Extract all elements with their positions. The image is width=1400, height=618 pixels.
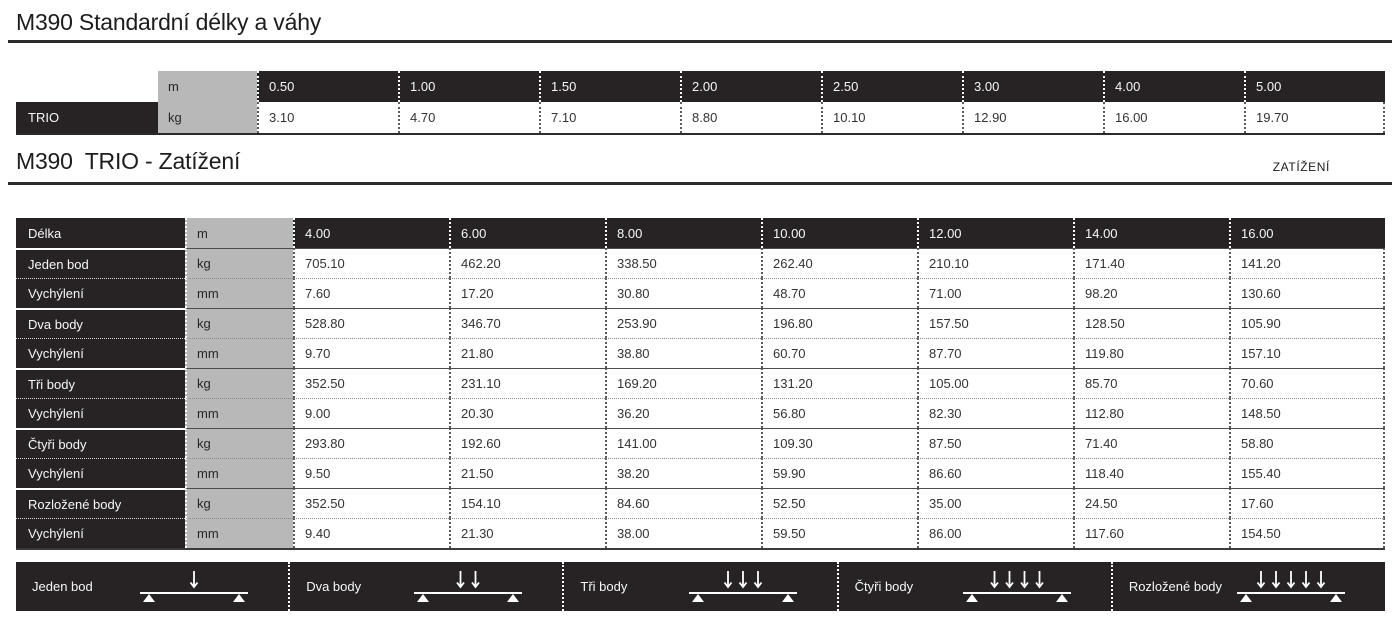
value-cell: 148.50 <box>1229 398 1385 428</box>
value-cell: 16.00 <box>1103 102 1244 133</box>
load-diagram-icon <box>134 567 254 607</box>
value-cell: 7.10 <box>539 102 680 133</box>
page-title-load: M390 TRIO - Zatížení <box>16 148 241 174</box>
value-cell: 9.50 <box>293 458 449 488</box>
load-diagram-icon <box>683 567 803 607</box>
unit-cell: mm <box>185 518 293 548</box>
table-row <box>16 518 1385 550</box>
table-row <box>16 308 1385 338</box>
value-cell: 154.10 <box>449 488 605 518</box>
legend-item <box>16 562 288 611</box>
value-cell: 253.90 <box>605 308 761 338</box>
unit-cell: kg <box>185 488 293 518</box>
value-cell: 7.60 <box>293 278 449 308</box>
value-cell: 293.80 <box>293 428 449 458</box>
value-cell: 9.40 <box>293 518 449 548</box>
value-cell: 21.50 <box>449 458 605 488</box>
section-corner-label: ZATÍŽENÍ <box>1272 160 1330 174</box>
page-title-lengths: M390 Standardní délky a váhy <box>16 9 322 35</box>
unit-header-cell: m <box>158 71 257 102</box>
legend-item <box>1111 562 1385 611</box>
legend-item-label: Jeden bod <box>32 579 93 594</box>
value-cell: 38.20 <box>605 458 761 488</box>
legend-bar <box>16 562 1385 611</box>
table-row <box>16 458 1385 488</box>
value-cell: 59.90 <box>761 458 917 488</box>
value-cell: 17.60 <box>1229 488 1385 518</box>
value-cell: 86.60 <box>917 458 1073 488</box>
divider <box>8 182 1392 185</box>
spacer-cell <box>16 71 158 102</box>
legend-item-label: Čtyři body <box>854 579 914 594</box>
legend-item-label: Tři body <box>580 579 628 594</box>
column-header-cell: 2.50 <box>821 71 962 102</box>
load-table <box>16 218 1385 550</box>
column-header-cell: 4.00 <box>1103 71 1244 102</box>
weights-table <box>16 71 1385 135</box>
load-diagram-icon <box>957 567 1077 607</box>
value-cell: 131.20 <box>761 368 917 398</box>
value-cell: 58.80 <box>1229 428 1385 458</box>
value-cell: 85.70 <box>1073 368 1229 398</box>
table-row <box>16 368 1385 398</box>
value-cell: 21.30 <box>449 518 605 548</box>
value-cell: 352.50 <box>293 368 449 398</box>
value-cell: 87.50 <box>917 428 1073 458</box>
unit-cell: mm <box>185 278 293 308</box>
divider <box>8 40 1392 43</box>
value-cell: 10.10 <box>821 102 962 133</box>
value-cell: 338.50 <box>605 248 761 278</box>
row-label-cell: Vychýlení <box>16 458 185 488</box>
value-cell: 19.70 <box>1244 102 1385 133</box>
table-row <box>16 398 1385 428</box>
row-label-cell: Rozložené body <box>16 488 185 518</box>
value-cell: 98.20 <box>1073 278 1229 308</box>
value-cell: 352.50 <box>293 488 449 518</box>
row-label-cell: Dva body <box>16 308 185 338</box>
value-cell: 346.70 <box>449 308 605 338</box>
value-cell: 71.40 <box>1073 428 1229 458</box>
row-label-cell: Čtyři body <box>16 428 185 458</box>
table-header-row <box>16 218 1385 248</box>
value-cell: 141.20 <box>1229 248 1385 278</box>
value-cell: 705.10 <box>293 248 449 278</box>
value-cell: 196.80 <box>761 308 917 338</box>
value-cell: 36.20 <box>605 398 761 428</box>
value-cell: 231.10 <box>449 368 605 398</box>
unit-cell: mm <box>185 458 293 488</box>
table-row <box>16 102 1385 133</box>
unit-cell: kg <box>185 308 293 338</box>
column-header-cell: 6.00 <box>449 218 605 248</box>
value-cell: 48.70 <box>761 278 917 308</box>
unit-cell: kg <box>185 368 293 398</box>
value-cell: 117.60 <box>1073 518 1229 548</box>
value-cell: 8.80 <box>680 102 821 133</box>
unit-cell: kg <box>185 248 293 278</box>
value-cell: 60.70 <box>761 338 917 368</box>
value-cell: 169.20 <box>605 368 761 398</box>
value-cell: 38.80 <box>605 338 761 368</box>
value-cell: 171.40 <box>1073 248 1229 278</box>
legend-item-label: Dva body <box>306 579 362 594</box>
column-header-cell: 2.00 <box>680 71 821 102</box>
value-cell: 155.40 <box>1229 458 1385 488</box>
value-cell: 71.00 <box>917 278 1073 308</box>
row-label-cell: Vychýlení <box>16 398 185 428</box>
value-cell: 119.80 <box>1073 338 1229 368</box>
table-row <box>16 71 1385 102</box>
legend-item <box>562 562 836 611</box>
table-row <box>16 488 1385 518</box>
value-cell: 157.50 <box>917 308 1073 338</box>
value-cell: 12.90 <box>962 102 1103 133</box>
value-cell: 70.60 <box>1229 368 1385 398</box>
value-cell: 38.00 <box>605 518 761 548</box>
column-header-cell: 0.50 <box>257 71 398 102</box>
unit-header-cell: m <box>185 218 293 248</box>
value-cell: 59.50 <box>761 518 917 548</box>
row-label-cell: Vychýlení <box>16 518 185 548</box>
value-cell: 210.10 <box>917 248 1073 278</box>
legend-item-label: Rozložené body <box>1128 579 1223 594</box>
row-label-cell: TRIO <box>16 102 158 133</box>
column-header-cell: 8.00 <box>605 218 761 248</box>
value-cell: 86.00 <box>917 518 1073 548</box>
legend-item <box>288 562 562 611</box>
value-cell: 84.60 <box>605 488 761 518</box>
unit-cell: kg <box>158 102 257 133</box>
row-label-cell: Jeden bod <box>16 248 185 278</box>
value-cell: 52.50 <box>761 488 917 518</box>
value-cell: 105.90 <box>1229 308 1385 338</box>
column-header-cell: 4.00 <box>293 218 449 248</box>
column-header-cell: 14.00 <box>1073 218 1229 248</box>
value-cell: 130.60 <box>1229 278 1385 308</box>
legend-item <box>837 562 1111 611</box>
value-cell: 128.50 <box>1073 308 1229 338</box>
column-header-cell: 1.00 <box>398 71 539 102</box>
table-row <box>16 248 1385 278</box>
column-header-label: Délka <box>16 218 185 248</box>
value-cell: 192.60 <box>449 428 605 458</box>
row-label-cell: Vychýlení <box>16 278 185 308</box>
value-cell: 24.50 <box>1073 488 1229 518</box>
table-row <box>16 428 1385 458</box>
row-label-cell: Vychýlení <box>16 338 185 368</box>
table-row <box>16 338 1385 368</box>
unit-cell: mm <box>185 338 293 368</box>
value-cell: 9.00 <box>293 398 449 428</box>
value-cell: 3.10 <box>257 102 398 133</box>
value-cell: 112.80 <box>1073 398 1229 428</box>
value-cell: 109.30 <box>761 428 917 458</box>
value-cell: 118.40 <box>1073 458 1229 488</box>
value-cell: 262.40 <box>761 248 917 278</box>
value-cell: 21.80 <box>449 338 605 368</box>
column-header-cell: 16.00 <box>1229 218 1385 248</box>
value-cell: 105.00 <box>917 368 1073 398</box>
unit-cell: kg <box>185 428 293 458</box>
value-cell: 56.80 <box>761 398 917 428</box>
value-cell: 30.80 <box>605 278 761 308</box>
column-header-cell: 12.00 <box>917 218 1073 248</box>
table-row <box>16 278 1385 308</box>
row-label-cell: Tři body <box>16 368 185 398</box>
value-cell: 20.30 <box>449 398 605 428</box>
column-header-cell: 10.00 <box>761 218 917 248</box>
value-cell: 82.30 <box>917 398 1073 428</box>
load-diagram-icon <box>1231 567 1351 607</box>
value-cell: 4.70 <box>398 102 539 133</box>
value-cell: 35.00 <box>917 488 1073 518</box>
column-header-cell: 1.50 <box>539 71 680 102</box>
value-cell: 157.10 <box>1229 338 1385 368</box>
value-cell: 17.20 <box>449 278 605 308</box>
load-diagram-icon <box>408 567 528 607</box>
value-cell: 141.00 <box>605 428 761 458</box>
unit-cell: mm <box>185 398 293 428</box>
value-cell: 87.70 <box>917 338 1073 368</box>
value-cell: 528.80 <box>293 308 449 338</box>
value-cell: 462.20 <box>449 248 605 278</box>
value-cell: 9.70 <box>293 338 449 368</box>
value-cell: 154.50 <box>1229 518 1385 548</box>
column-header-cell: 3.00 <box>962 71 1103 102</box>
column-header-cell: 5.00 <box>1244 71 1385 102</box>
